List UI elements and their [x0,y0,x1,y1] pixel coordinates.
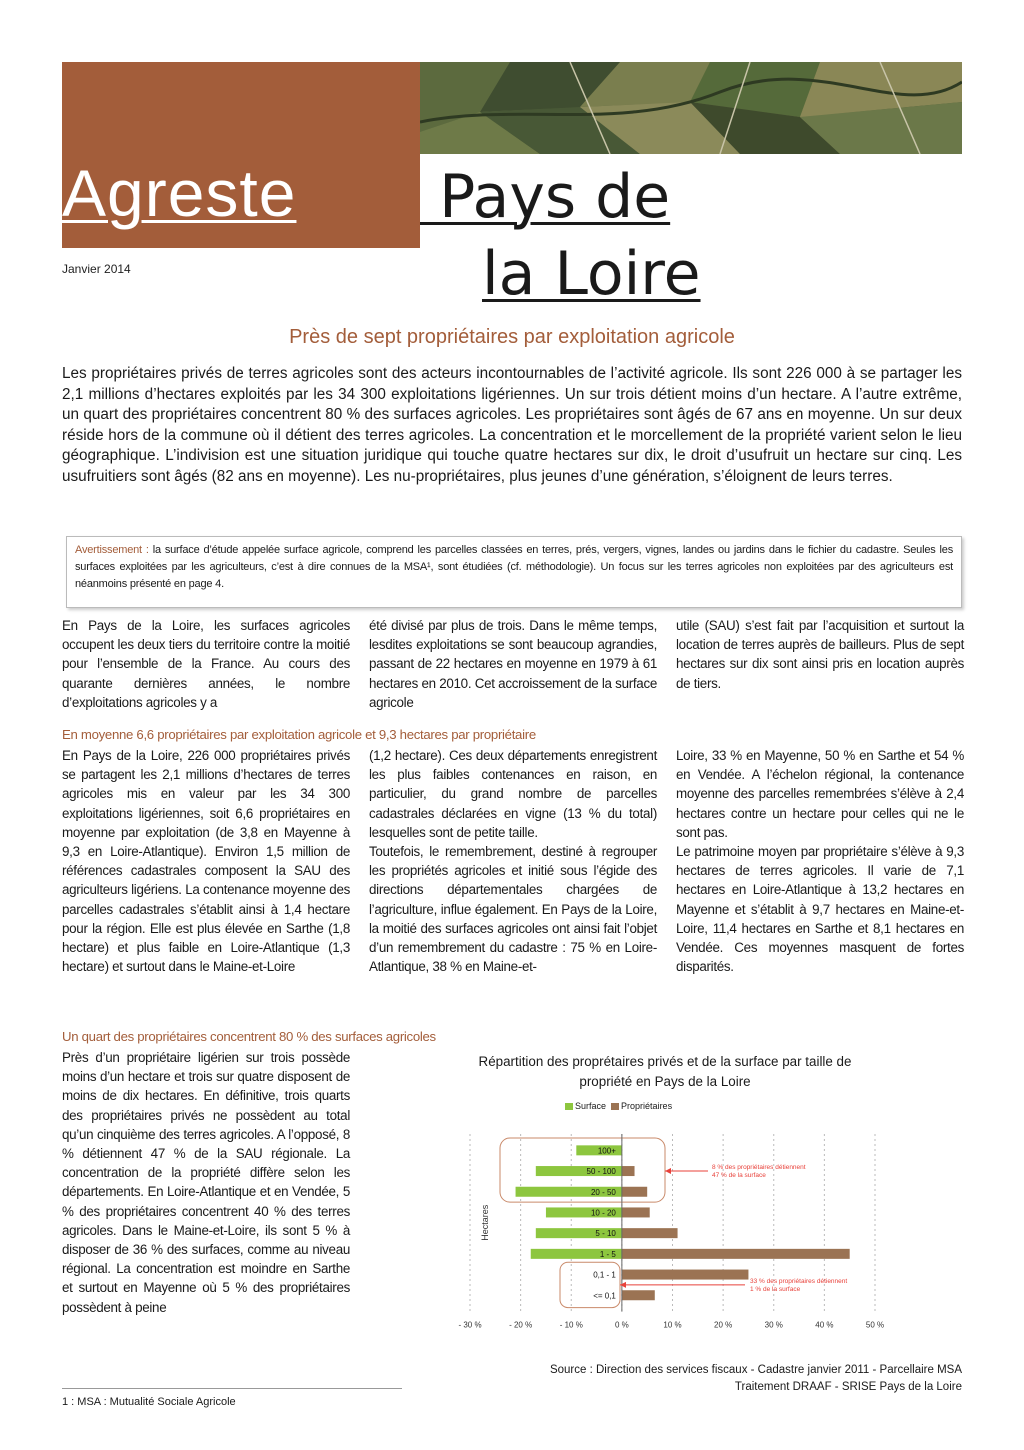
warning-text: la surface d’étude appelée surface agricole, comprend les parcelles classées en terres, prés, vergers, vignes, landes ou jardins dans le fichier du cadastre. Seules les surfaces exploitées par les agriculteurs, c’est à dire connues de la MSA¹, sont étudiées (cf. méthodologie). Un focus sur les terres agricoles non exploitées par des agriculteurs est néanmoins présenté en page 4. [75,544,953,590]
chart-x-tick-label: - 10 % [559,1320,583,1330]
chart-x-tick-label: 0 % [614,1320,629,1330]
chart-x-tick-label: 10 % [663,1320,682,1330]
region-title-line1: Pays de [420,162,671,232]
bar-proprietaires [622,1290,655,1300]
chart-category-label: 10 - 20 [590,1208,616,1218]
annotation-text: 33 % des propriétaires détiennent 1 % de la surface [750,1277,848,1293]
chart-category-label: 0,1 - 1 [593,1270,616,1280]
brand-title: Agreste [62,156,297,230]
intro-col2: été divisé par plus de trois. Dans le même temps, lesdites exploitations se sont beaucoup agrandies, passant de 22 hectares en moyenne en 1979 à 61 hectares en 2010. Cet accroissement de la surface agricole [369,618,657,710]
chart-category-label: 50 - 100 [586,1167,616,1177]
bar-proprietaires [622,1270,749,1280]
chart-x-tick-label: 20 % [714,1320,733,1330]
source-line2: Traitement DRAAF - SRISE Pays de la Loire [734,1381,962,1393]
legend-swatch-proprietaires [611,1103,619,1110]
section1-heading: En moyenne 6,6 propriétaires par exploitation agricole et 9,3 hectares par propriétaire [62,727,536,742]
section1-col2 [369,746,657,976]
bar-proprietaires [622,1228,678,1238]
footnote: 1 : MSA : Mutualité Sociale Agricole [62,1396,236,1408]
annotation-arrowhead [620,1282,626,1288]
chart-x-tick-label: 40 % [815,1320,834,1330]
aerial-fields-image [420,62,962,154]
chart-category-label: 5 - 10 [595,1229,616,1239]
annotation-arrowhead [665,1168,671,1174]
intro-col3: utile (SAU) s’est fait par l’acquisition et surtout la location de terres auprès de bailleurs. Plus de sept hectares sur dix sont ainsi pris en location auprès de tiers. [676,618,964,691]
annotation-text: 8 % des propriétaires détiennent 47 % de la surface [712,1164,806,1180]
bar-proprietaires [622,1187,647,1197]
region-title-line2: la Loire [482,239,701,309]
bar-proprietaires [622,1207,650,1217]
chart-y-axis-label: Hectares [480,1204,490,1241]
legend-label-surface: Surface [575,1101,607,1111]
lead-paragraph: Les propriétaires privés de terres agricoles sont des acteurs incontournables de l’activité agricole. Ils sont 226 000 à se partager les 2,1 millions d’hectares exploités par les 34 300 exploitations ligériennes. Un sur trois détient moins d’un hectare. A l’autre extrême, un quart des propriétaires concentrent 80 % des surfaces agricoles. Les propriétaires sont âgés de 67 ans en moyenne. Un sur deux réside hors de la commune où il détient des terres agricoles. La concentration et le morcellement de la propriété varient selon le lieu géographique. L’indivision est une situation juridique qui touche quatre hectares sur dix, le droit d’usufruit un hectare sur cinq. Les usufruitiers sont âgés (82 ans en moyenne). Les nu-propriétaires, plus jeunes d’une génération, s’éloignent de leurs terres. [62,365,962,485]
warning-label: Avertissement : [75,544,149,556]
chart-x-tick-label: 50 % [865,1320,885,1330]
legend-swatch-surface [565,1103,573,1110]
chart-group-box-small [560,1262,620,1307]
source-line1: Source : Direction des services fiscaux - Cadastre janvier 2011 - Parcellaire MSA [549,1364,962,1376]
publication-date: Janvier 2014 [62,262,131,276]
section2-heading: Un quart des propriétaires concentrent 80 % des surfaces agricoles [62,1029,436,1044]
section1-col2-para2: Toutefois, le remembrement, destiné à regrouper les propriétés agricoles et initié sous l’égide des directions départementales chargées de l’agriculture, influe également. En Pays de la Loire, la moitié des surfaces agricoles ont ainsi fait l’objet d’un remembrement du cadastre : 75 % en Loire-Atlantique, 38 % en Maine-et- [369,844,657,975]
intro-col1: En Pays de la Loire, les surfaces agricoles occupent les deux tiers du territoire contre la moitié pour l’ensemble de la France. Au cours des quarante dernières années, le nombre d’exploitations agricoles y a [62,618,350,710]
chart-x-tick-label: 30 % [764,1320,783,1330]
section1-col3-para2: Le patrimoine moyen par propriétaire s’élève à 9,3 hectares de terres agricoles. Il varie de 7,1 hectares en Loire-Atlantique à 13,2 hectares en Mayenne et s’établit à 9,7 hectares en Maine-et-Loire, 11,4 hectares en Sarthe et 8,1 hectares en Vendée. Ces moyennes masquent de fortes disparités. [676,844,964,975]
legend-label-proprietaires: Propriétaires [621,1101,673,1111]
aerial-photo [420,62,962,154]
chart-category-label: 100+ [597,1146,616,1156]
section1-col2-para1: (1,2 hectare). Ces deux départements enregistrent les plus faibles contenances en raison, en particulier, du grand nombre de parcelles cadastrales déclarées en vigne (13 % du total) lesquelles sont de petite taille. [369,748,657,840]
section1-col3 [676,746,964,976]
section1-col1: En Pays de la Loire, 226 000 propriétaires privés se partagent les 2,1 millions d’hectares de terres agricoles mis en valeur par les 34 300 exploitations ligériennes, soit 6,6 propriétaires en moyenne par exploitation (de 3,8 en Mayenne à 9,3 en Loire-Atlantique). Environ 1,5 million de références cadastrales composent la SAU des agriculteurs ligériens. La contenance moyenne des parcelles cadastrales s’établit ainsi à 1,4 hectare pour la région. Elle est plus élevée en Sarthe (1,8 hectare) et plus faible en Loire-Atlantique (1,3 hectare) et surtout dans le Maine-et-Loire [62,748,350,975]
bar-proprietaires [622,1249,850,1259]
footnote-divider [62,1388,402,1389]
chart-legend [565,1101,672,1111]
chart-x-tick-label: - 30 % [458,1320,482,1330]
chart-category-label: 1 - 5 [599,1249,616,1259]
bar-chart [440,1120,890,1360]
section2-col1: Près d’un propriétaire ligérien sur trois possède moins d’un hectare et trois sur quatre disposent de moins de dix hectares. En définitive, trois quarts des propriétaires privés ne possèdent au total qu’un cinquième des terres agricoles. A l’opposé, 8 % détiennent 47 % de la SAU régionale. La concentration de la propriété diffère selon les départements. En Loire-Atlantique et en Vendée, 5 % des propriétaires concentrent 40 % des terres agricoles. Dans le Maine-et-Loire, ils sont 5 % à disposer de 36 % des surfaces, comme au niveau régional. La concentration est moindre en Sarthe et surtout en Mayenne où 5 % des propriétaires possèdent à peine [62,1050,350,1315]
warning-box [66,536,962,608]
chart-title: Répartition des proprétaires privés et de la surface par taille de propriété en Pays de la Loire [478,1054,852,1089]
headline: Près de sept propriétaires par exploitation agricole [289,326,735,348]
section1-col3-para1: Loire, 33 % en Mayenne, 50 % en Sarthe et 54 % en Vendée. A l’échelon régional, la contenance moyenne des parcelles remembrées s’élève à 2,4 hectares contre un hectare pour celles qui ne le sont pas. [676,748,964,840]
source-note [440,1362,962,1396]
chart-category-label: <= 0,1 [593,1291,616,1301]
chart-category-label: 20 - 50 [590,1187,616,1197]
bar-proprietaires [622,1166,635,1176]
chart-x-tick-label: - 20 % [509,1320,533,1330]
